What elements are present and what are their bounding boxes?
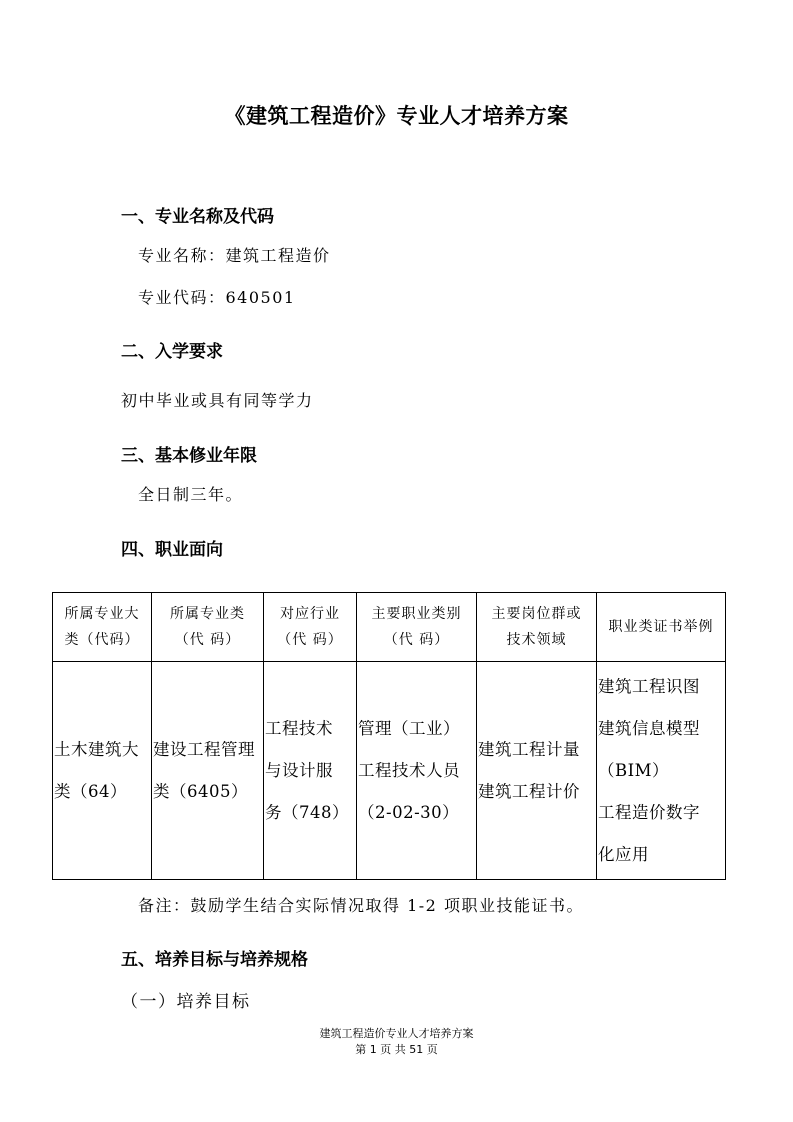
subsection-heading: （一）培养目标 bbox=[121, 992, 251, 1012]
section-heading-4: 四、职业面向 bbox=[121, 540, 223, 560]
header-cell: 对应行业 （代 码） bbox=[264, 593, 357, 662]
header-cell: 所属专业类 （代 码） bbox=[152, 593, 264, 662]
header-cell: 主要岗位群或 技术领域 bbox=[477, 593, 597, 662]
table-note: 备注：鼓励学生结合实际情况取得 1-2 项职业技能证书。 bbox=[138, 896, 584, 915]
duration-text: 全日制三年。 bbox=[138, 485, 244, 504]
admission-text: 初中毕业或具有同等学力 bbox=[121, 391, 314, 410]
section-heading-5: 五、培养目标与培养规格 bbox=[121, 950, 308, 970]
section-heading-1: 一、专业名称及代码 bbox=[121, 207, 274, 227]
header-cell: 主要职业类别 （代 码） bbox=[357, 593, 477, 662]
occupation-table bbox=[52, 592, 726, 880]
major-name-line: 专业名称：建筑工程造价 bbox=[138, 246, 331, 265]
footer-page-number: 第 1 页 共 51 页 bbox=[355, 1043, 438, 1056]
table-cell: 建设工程管理 类（6405） bbox=[152, 662, 264, 880]
section-heading-3: 三、基本修业年限 bbox=[121, 446, 257, 466]
footer-title: 建筑工程造价专业人才培养方案 bbox=[319, 1027, 474, 1040]
table-cell: 工程技术 与设计服 务（748） bbox=[264, 662, 357, 880]
header-cell: 所属专业大 类（代码） bbox=[53, 593, 152, 662]
table-cell: 建筑工程识图 建筑信息模型 （BIM） 工程造价数字 化应用 bbox=[597, 662, 726, 880]
table-cell: 管理（工业） 工程技术人员 （2-02-30） bbox=[357, 662, 477, 880]
table-cell: 土木建筑大 类（64） bbox=[53, 662, 152, 880]
section-heading-2: 二、入学要求 bbox=[121, 342, 223, 362]
table-header-row bbox=[53, 593, 726, 662]
table-row bbox=[53, 662, 726, 880]
page-title: 《建筑工程造价》专业人才培养方案 bbox=[224, 104, 569, 128]
header-cell: 职业类证书举例 bbox=[597, 593, 726, 662]
table-cell: 建筑工程计量 建筑工程计价 bbox=[477, 662, 597, 880]
major-code-line: 专业代码：640501 bbox=[138, 288, 296, 307]
